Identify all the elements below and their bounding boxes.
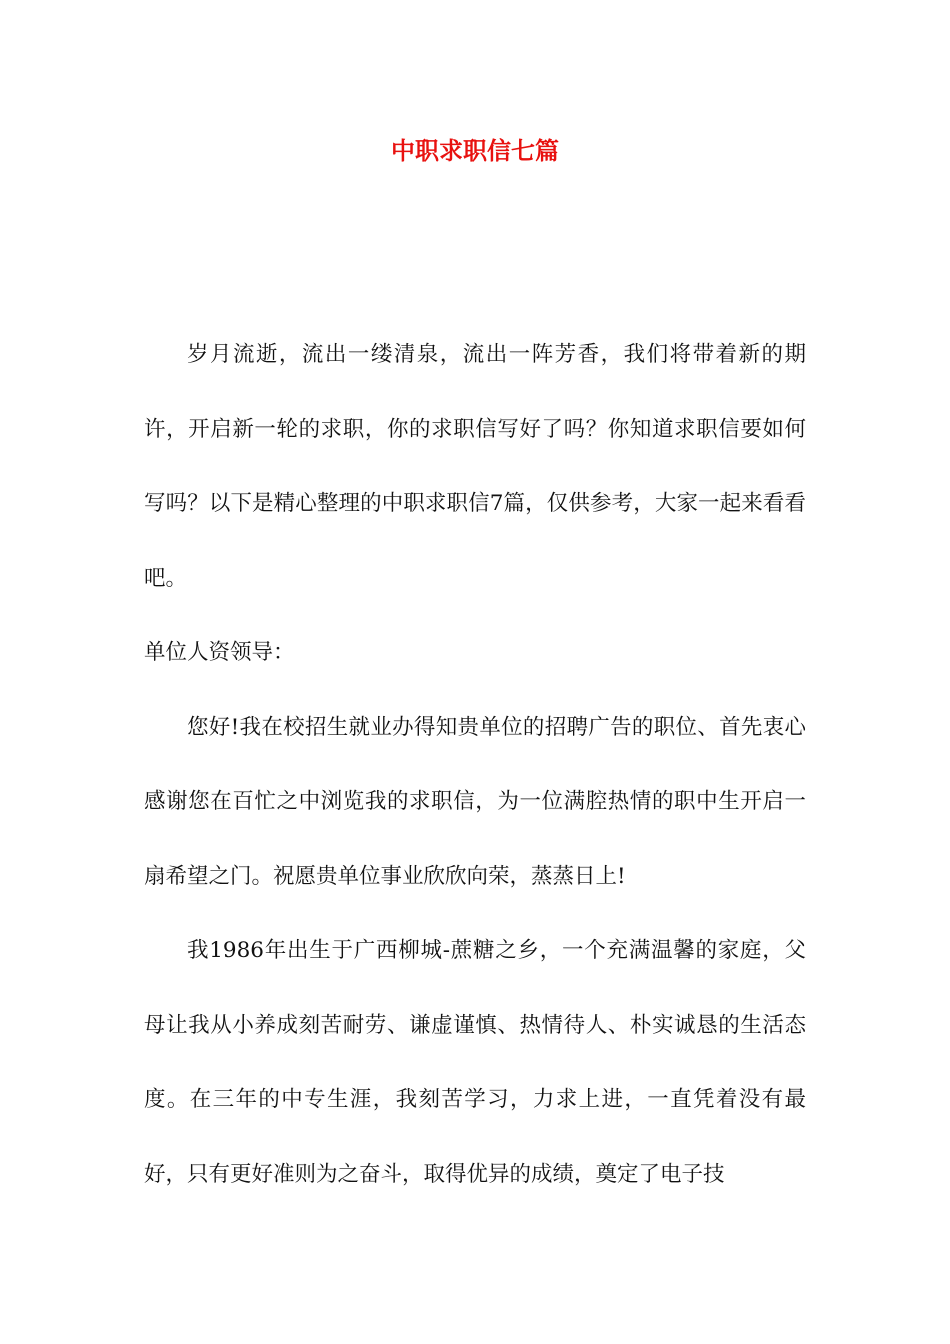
document-body — [144, 318, 806, 1212]
paragraph-greeting: 您好!我在校招生就业办得知贵单位的招聘广告的职位、首先衷心感谢您在百忙之中浏览我的求职信，为一位满腔热情的职中生开启一扇希望之门。祝愿贵单位事业欣欣向荣，蒸蒸日上! — [144, 714, 806, 889]
paragraph-salutation: 单位人资领导： — [144, 640, 295, 665]
paragraph-intro: 岁月流逝，流出一缕清泉，流出一阵芳香，我们将带着新的期许，开启新一轮的求职，你的求职信写好了吗？你知道求职信要如何写吗？以下是精心整理的中职求职信7篇，仅供参考，大家一起来看看吧。 — [144, 342, 806, 591]
document-title: 中职求职信七篇 — [391, 136, 559, 165]
paragraph-background: 我1986年出生于广西柳城-蔗糖之乡，一个充满温馨的家庭，父母让我从小养成刻苦耐劳、谦虚谨慎、热情待人、朴实诚恳的生活态度。在三年的中专生涯，我刻苦学习，力求上进，一直凭着没有最好，只有更好准则为之奋斗，取得优异的成绩，奠定了电子技 — [144, 938, 806, 1187]
